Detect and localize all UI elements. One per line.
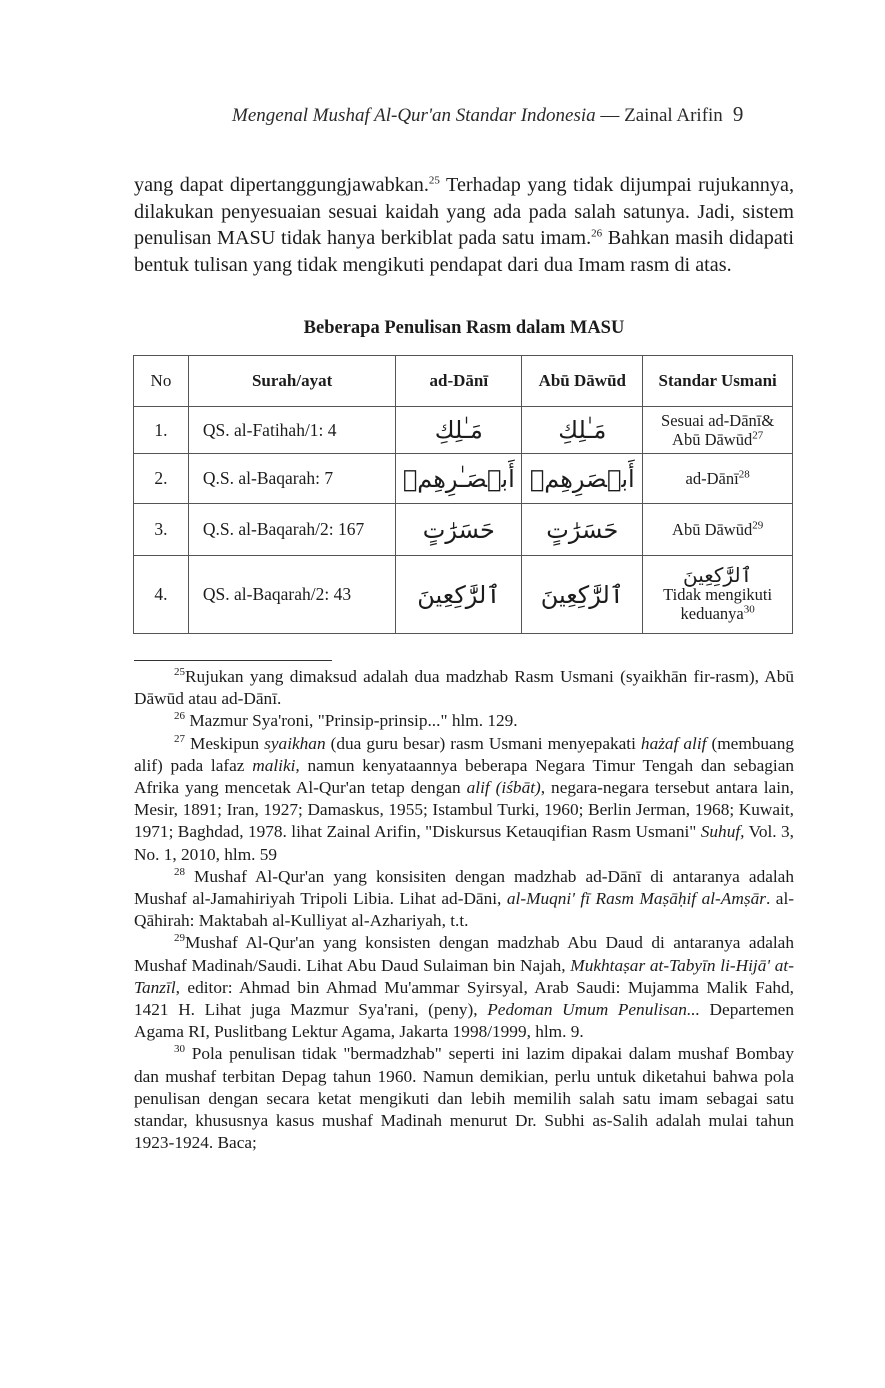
footnote-ref: 26 bbox=[591, 227, 603, 240]
footnote-text: (membuang alif) pada lafaz bbox=[134, 733, 794, 775]
footnote-italic: Pedoman Umum Penulisan... bbox=[487, 1000, 700, 1020]
footnote-text: Vol. 3, No. 1, 2010, hlm. 59 bbox=[134, 822, 794, 864]
footnote-ref: 25 bbox=[428, 174, 440, 187]
footnote-text: Mazmur Sya'roni, "Prinsip-prinsip..." hlm. 129. bbox=[185, 711, 518, 731]
running-header bbox=[232, 102, 794, 127]
body-paragraph bbox=[134, 172, 794, 278]
author-name: Zainal Arifin bbox=[624, 105, 723, 126]
standar-usmani bbox=[643, 407, 793, 454]
standar-text: Tidak mengikuti keduanya bbox=[663, 585, 773, 623]
arabic-dawud: حَسَرَٰتٍ bbox=[522, 504, 643, 556]
footnote-text: Rujukan yang dimaksud adalah dua madzhab Rasm Usmani (syaikhān fir-rasm), Abū Dāwūd atau ad-Dānī. bbox=[134, 667, 794, 709]
arabic-dawud: ٱلرَّٰكِعِينَ bbox=[522, 556, 643, 634]
standar-arabic: ٱلرَّٰكِعِينَ bbox=[682, 563, 753, 587]
footnote-text: (dua guru besar) rasm Usmani menyepakati bbox=[325, 733, 641, 753]
footnote-number: 25 bbox=[174, 666, 185, 679]
arabic-dani: حَسَرَٰتٍ bbox=[396, 504, 522, 556]
header-standar: Standar Usmani bbox=[643, 356, 793, 407]
footnote-text: , negara-negara tersebut antara lain, Mesir, 1891; Iran, 1927; Damaskus, 1955; Istambul Turki, 1960; Berlin Jerman, 1968; Kuwait, 1971; Baghdad, 1978. lihat Zainal Arifin, "Diskursus Ketauqifian Rasm Usmani" bbox=[134, 778, 794, 842]
surah-ref: QS. al-Fatihah/1: 4 bbox=[188, 407, 395, 454]
row-number: 1. bbox=[134, 407, 189, 454]
footnote-italic: Suhuf, bbox=[700, 822, 745, 842]
footnote-number: 26 bbox=[174, 710, 185, 723]
surah-ref: Q.S. al-Baqarah: 7 bbox=[188, 454, 395, 504]
footnote-italic: al-Muqni' fī Rasm Maṣāḥif al-Amṣār bbox=[506, 889, 766, 909]
table-row bbox=[134, 407, 793, 454]
footnote-number: 29 bbox=[174, 932, 185, 945]
standar-text: Abū Dāwūd bbox=[672, 520, 753, 539]
footnote-28 bbox=[134, 866, 794, 933]
footnote-26 bbox=[134, 710, 794, 732]
footnote-divider bbox=[134, 660, 332, 661]
arabic-dani: ٱلرَّٰكِعِينَ bbox=[396, 556, 522, 634]
footnote-italic: Mukhtaṣar at-Tabyīn li-Hijā' at-Tanzīl bbox=[134, 955, 794, 997]
footnote-italic: syaikhan bbox=[264, 733, 326, 753]
rasm-table bbox=[133, 355, 793, 634]
row-number: 3. bbox=[134, 504, 189, 556]
standar-usmani bbox=[643, 454, 793, 504]
footnote-25 bbox=[134, 666, 794, 710]
header-no: No bbox=[134, 356, 189, 407]
table-caption: Beberapa Penulisan Rasm dalam MASU bbox=[303, 318, 625, 338]
footnote-text: Mushaf Al-Qur'an yang konsisiten dengan madzhab ad-Dānī di antaranya adalah Mushaf al-Jamahiriyah Tripoli Libia. Lihat ad-Dāni, bbox=[134, 866, 794, 909]
footnote-italic: alif (iśbāt) bbox=[466, 778, 541, 798]
body-text-part: yang dapat dipertanggungjawabkan. bbox=[134, 174, 429, 196]
footnote-text: Meskipun bbox=[185, 733, 265, 753]
footnote-text: Mushaf Al-Qur'an yang konsisten dengan madzhab Abu Daud di antaranya adalah Mushaf Madinah/Saudi. Lihat Abu Daud Sulaiman bin Najah, bbox=[134, 933, 794, 975]
footnote-text: namun kenyataannya beberapa Negara Timur Tengah dan sebagian Afrika yang mencetak Al-Qur'an tetap dengan bbox=[134, 755, 795, 798]
footnote-29 bbox=[134, 932, 794, 1043]
surah-ref: Q.S. al-Baqarah/2: 167 bbox=[188, 504, 395, 556]
standar-text: ad-Dānī bbox=[685, 469, 739, 488]
footnote-30 bbox=[134, 1043, 794, 1154]
header-dawud: Abū Dāwūd bbox=[522, 356, 643, 407]
footnote-italic: maliki, bbox=[252, 755, 300, 775]
arabic-dani: مَـٰلِكِ bbox=[396, 407, 522, 454]
header-separator: — bbox=[595, 105, 625, 126]
footnotes bbox=[134, 666, 794, 1154]
standar-usmani bbox=[643, 556, 793, 634]
footnote-italic: hażaf alif bbox=[640, 733, 707, 753]
table-row bbox=[134, 454, 793, 504]
footnote-text: Departemen Agama RI, Puslitbang Lektur Agama, Jakarta 1998/1999, hlm. 9. bbox=[134, 1000, 794, 1042]
body-text-part: Bahkan masih didapati bentuk tulisan yang tidak mengikuti pendapat dari dua Imam rasm di atas. bbox=[134, 227, 794, 276]
footnote-text: Pola penulisan tidak "bermadzhab" seperti ini lazim dipakai dalam mushaf Bombay dan mushaf terbitan Depag tahun 1960. Namun demikian, perlu untuk diketahui bahwa pola penulisan dengan secara ketat mengikuti dan lebih memilih salah satu imam sebagai satu standar, khususnya kasus mushaf Madinah menurut Dr. Subhi as-Salih adalah mulai tahun 1923-1924. Baca; bbox=[134, 1044, 794, 1153]
arabic-dani: أَبۡصَـٰرِهِمۡ bbox=[396, 454, 522, 504]
footnote-ref: 29 bbox=[752, 519, 764, 532]
footnote-text: , editor: Ahmad bin Ahmad Mu'ammar Syirsyal, Arab Saudi: Mujamma Malik Fahd, 1421 H. Lihat juga Mazmur Sya'rani, (peny), bbox=[134, 977, 794, 1020]
row-number: 4. bbox=[134, 556, 189, 634]
table-row bbox=[134, 504, 793, 556]
header-dani: ad-Dānī bbox=[396, 356, 522, 407]
page-number: 9 bbox=[732, 102, 744, 126]
header-surah: Surah/ayat bbox=[188, 356, 395, 407]
footnote-27 bbox=[134, 733, 794, 866]
book-title: Mengenal Mushaf Al-Qur'an Standar Indonesia bbox=[232, 105, 596, 126]
row-number: 2. bbox=[134, 454, 189, 504]
standar-text: Sesuai ad-Dānī& Abū Dāwūd bbox=[661, 411, 775, 449]
footnote-number: 30 bbox=[174, 1043, 185, 1056]
arabic-dawud: مَـٰلِكِ bbox=[522, 407, 643, 454]
body-text-part: Terhadap yang tidak dijumpai rujukannya, dilakukan penyesuaian sesuai kaidah yang ada pada salah satunya. Jadi, sistem penulisan MASU tidak hanya berkiblat pada satu imam. bbox=[134, 174, 794, 249]
arabic-dawud: أَبۡصَرِهِمۡ bbox=[522, 454, 643, 504]
footnote-ref: 28 bbox=[738, 468, 750, 481]
footnote-text: . al-Qāhirah: Maktabah al-Kulliyat al-Azhariyah, t.t. bbox=[134, 889, 794, 931]
footnote-number: 28 bbox=[174, 866, 185, 879]
footnote-ref: 27 bbox=[752, 429, 764, 442]
surah-ref: QS. al-Baqarah/2: 43 bbox=[188, 556, 395, 634]
footnote-ref: 30 bbox=[743, 603, 755, 616]
table-row bbox=[134, 556, 793, 634]
footnote-number: 27 bbox=[174, 732, 185, 745]
standar-usmani bbox=[643, 504, 793, 556]
table-header-row bbox=[134, 356, 793, 407]
